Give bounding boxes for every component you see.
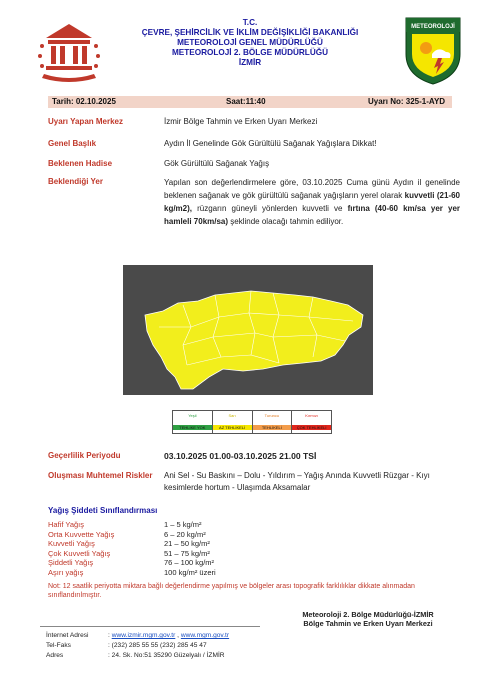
- class-range: 6 – 20 kg/m²: [164, 529, 206, 539]
- warning-number: Uyarı No: 325-1-AYD: [368, 97, 446, 106]
- warning-map: [123, 265, 373, 395]
- validity-label: Geçerlilik Periyodu: [48, 451, 121, 460]
- contact-label: Adres: [46, 652, 64, 659]
- class-name: Şiddetli Yağış: [48, 558, 94, 567]
- list-item: [48, 530, 308, 540]
- class-name: Kuvvetli Yağış: [48, 539, 95, 548]
- legend-label: Turuncu: [264, 413, 280, 418]
- class-range: 21 – 50 kg/m²: [164, 539, 210, 548]
- list-item: [48, 539, 308, 549]
- legend-label: ÇOK TEHLİKELİ: [292, 425, 331, 430]
- legend-label: Kırmızı: [305, 413, 318, 418]
- legend-label: AZ TEHLİKELİ: [213, 425, 252, 430]
- place-description: [164, 176, 460, 228]
- date-band: [48, 96, 452, 108]
- warning-legend: [172, 410, 332, 434]
- classification-list: [48, 520, 308, 577]
- legend-yellow: [213, 411, 253, 433]
- risks-label: Oluşması Muhtemel Riskler: [48, 471, 153, 480]
- place-text: şeklinde olacağı tahmin ediliyor.: [228, 217, 344, 226]
- legend-label: Yeşil: [188, 413, 197, 418]
- contact-value: : 24. Sk. No:51 35290 Güzelyalı / İZMİR: [108, 652, 225, 659]
- signature-block: [268, 610, 468, 628]
- list-item: [48, 549, 308, 559]
- validity-value: 03.10.2025 01.00-03.10.2025 21.00 TSİ: [164, 451, 317, 461]
- title-label: Genel Başlık: [48, 139, 97, 148]
- org-line: ÇEVRE, ŞEHİRCİLİK VE İKLİM DEĞİŞİKLİĞİ BAKANLIĞI: [141, 28, 359, 37]
- contact-address: [46, 651, 346, 661]
- legend-green: [173, 411, 213, 433]
- time-text: Saat:11:40: [226, 97, 266, 106]
- logo-text: METEOROLOJİ: [411, 24, 455, 30]
- ministry-logo: [34, 20, 104, 86]
- place-bold: fırtına (40-60 km/sa yer yer hamleli 70km/sa): [164, 204, 461, 226]
- meteoroloji-logo: [402, 14, 464, 86]
- class-name: Çok Kuvvetli Yağış: [48, 548, 111, 558]
- place-text: Yapılan son değerlendirmelere göre, 03.10.2025 Cuma günü Aydın il genelinde beklenen sağanak ve gök gürültülü sağanak yağışların yerel olarak: [164, 178, 460, 200]
- class-name: Hafif Yağış: [48, 520, 84, 529]
- class-name: Aşırı yağış: [48, 567, 84, 577]
- legend-red: [292, 411, 331, 433]
- classification-title: Yağış Şiddeti Sınıflandırması: [48, 506, 158, 515]
- signature-line: Meteoroloji 2. Bölge Müdürlüğü-İZMİR: [302, 610, 434, 619]
- place-text: rüzgarın güneyli yönlerden kuvvetli ve: [192, 204, 348, 213]
- organization-name: [110, 18, 390, 68]
- legend-label: TEHLİKELİ: [253, 425, 292, 430]
- class-name: Orta Kuvvette Yağış: [48, 529, 115, 539]
- org-line: METEOROLOJİ GENEL MÜDÜRLÜĞÜ: [177, 38, 323, 47]
- org-line: T.C.: [242, 18, 258, 27]
- org-line: İZMİR: [238, 58, 262, 67]
- contact-web: [46, 631, 346, 641]
- signature-line: Bölge Tahmin ve Erken Uyarı Merkezi: [303, 619, 433, 628]
- event-label: Beklenen Hadise: [48, 159, 113, 168]
- list-item: [48, 558, 308, 568]
- contact-separator: :: [108, 632, 110, 639]
- classification-note: Not: 12 saatlik periyotta miktara bağlı değerlendirme yapılmış ve bölgeler arası topografik farklılıklar dikkate alınmadan sınıflandırılmıştır.: [48, 583, 415, 599]
- website-link-mgm[interactable]: www.mgm.gov.tr: [180, 632, 230, 639]
- risks-value: Ani Sel - Su Baskını – Dolu - Yıldırım – Yağış Anında Kuvvetli Rüzgar - Kıyı kesimlerde hortum - Ulaşımda Aksamalar: [164, 471, 430, 492]
- class-range: 100 kg/m² üzeri: [164, 567, 216, 577]
- letterhead: [0, 0, 494, 96]
- place-label: Beklendiği Yer: [48, 177, 103, 186]
- website-link-izmir[interactable]: www.izmir.mgm.gov.tr: [111, 632, 176, 639]
- org-line: METEOROLOJİ 2. BÖLGE MÜDÜRLÜĞÜ: [171, 48, 329, 57]
- contact-label: İnternet Adresi: [46, 632, 89, 639]
- contact-info: [46, 631, 346, 661]
- contact-tel: [46, 641, 346, 651]
- list-item: [48, 568, 308, 578]
- class-range: 1 – 5 kg/m²: [164, 520, 202, 529]
- title-value: Aydın İl Genelinde Gök Gürültülü Sağanak Yağışlara Dikkat!: [164, 139, 377, 148]
- contact-separator: ,: [177, 632, 179, 639]
- legend-label: Sarı: [228, 413, 236, 418]
- list-item: [48, 520, 308, 530]
- place-bold: kuvvetli (21-60 kg/m2),: [164, 191, 460, 213]
- legend-label: TEHLİKE YOK: [173, 425, 212, 430]
- class-range: 51 – 75 kg/m²: [164, 548, 210, 558]
- contact-label: Tel-Faks: [46, 642, 71, 649]
- center-label: Uyarı Yapan Merkez: [48, 117, 124, 126]
- class-range: 76 – 100 kg/m²: [164, 558, 215, 567]
- date-text: Tarih: 02.10.2025: [52, 97, 116, 106]
- legend-orange: [253, 411, 293, 433]
- center-value: İzmir Bölge Tahmin ve Erken Uyarı Merkezi: [164, 117, 318, 126]
- event-value: Gök Gürültülü Sağanak Yağış: [164, 159, 270, 168]
- contact-value: : (232) 285 55 55 (232) 285 45 47: [108, 642, 207, 649]
- footer-divider: [40, 626, 260, 627]
